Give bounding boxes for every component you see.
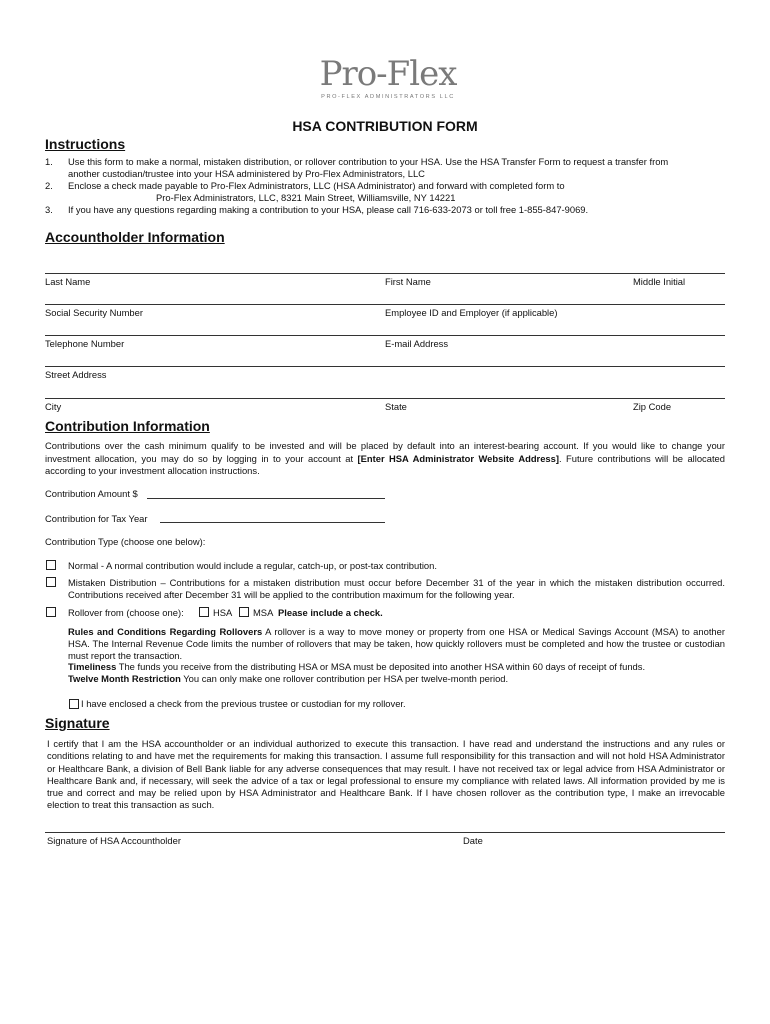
middle-initial-label: Middle Initial: [633, 276, 686, 287]
contribution-heading: Contribution Information: [45, 418, 210, 434]
telephone-label: Telephone Number: [45, 338, 125, 349]
accountholder-heading: Accountholder Information: [45, 229, 225, 245]
timeliness-text: Timeliness The funds you receive from the distributing HSA or MSA must be deposited into another HSA within 60 days of receipt of funds.: [68, 661, 646, 672]
contribution-intro: Contributions over the cash minimum qualify to be invested and will be placed by default into an interest-bearing account. If you would like to change your investment allocation, you may do so by logging in to your account at [Enter HSA Administrator Website Address]. Future contributions will be allocated according to your investment allocation instructions.: [45, 440, 725, 477]
mistaken-distribution-checkbox[interactable]: [46, 577, 56, 587]
instruction-number: 1.: [45, 156, 53, 167]
normal-checkbox[interactable]: [46, 560, 56, 570]
street-address-label: Street Address: [45, 369, 107, 380]
telephone-field-line[interactable]: [45, 335, 725, 336]
date-label: Date: [463, 835, 483, 846]
website-address-placeholder: [Enter HSA Administrator Website Address]: [357, 452, 559, 464]
mistaken-option-text: Mistaken Distribution – Contributions for a mistaken distribution must occur before December 31 of the year in which the mistaken distribution occurred. Contributions received after December 31 will be applied to the contribution maximum for the following year.: [68, 577, 725, 601]
pro-flex-logo: [318, 56, 458, 100]
check-enclosed-text: I have enclosed a check from the previous trustee or custodian for my rollover.: [81, 698, 406, 709]
state-label: State: [385, 401, 407, 412]
email-label: E-mail Address: [385, 338, 449, 349]
instruction-number: 3.: [45, 204, 53, 215]
include-check-note: Please include a check.: [278, 607, 383, 618]
instruction-address: Pro-Flex Administrators, LLC, 8321 Main Street, Williamsville, NY 14221: [156, 192, 456, 203]
zip-code-label: Zip Code: [633, 401, 672, 412]
contribution-amount-field[interactable]: [147, 498, 385, 499]
rollover-rules-text: Rules and Conditions Regarding Rollovers A rollover is a way to move money or property from one HSA or Medical Savings Account (MSA) to another HSA. The Internal Revenue Code limits the number of rollovers that may be taken, how quickly rollovers must be completed and how the trustee or custodian must report the transaction.: [68, 626, 725, 662]
certification-text: I certify that I am the HSA accountholder or an individual authorized to execute this transaction. I have read and understand the instructions and any rules or conditions relating to and have met the requirements for making this transaction. I assume full responsibility for this transaction and will not hold HSA Administrator or Healthcare Bank, a division of Bell Bank liable for any adverse consequences that may result. I have not received tax or legal advice from HSA Administrator or Healthcare Bank and, if necessary, will seek the advice of a tax or legal professional to ensure my compliance with related laws. All information provided by me is true and correct and may be relied upon by HSA Administrator and Healthcare Bank. If I have chosen rollover as the contribution type, I make an irrevocable election to treat this transaction as such.: [47, 738, 725, 811]
normal-option-text: Normal - A normal contribution would include a regular, catch-up, or post-tax contribution.: [68, 560, 437, 571]
instructions-heading: Instructions: [45, 136, 126, 152]
instruction-number: 2.: [45, 180, 53, 191]
last-name-label: Last Name: [45, 276, 91, 287]
employee-id-label: Employee ID and Employer (if applicable): [385, 307, 558, 318]
twelve-month-text: Twelve Month Restriction You can only make one rollover contribution per HSA per twelve-month period.: [68, 673, 509, 684]
rollover-hsa-label: HSA: [213, 607, 233, 618]
instruction-text: Use this form to make a normal, mistaken distribution, or rollover contribution to your HSA. Use the HSA Transfer Form to request a transfer from: [68, 156, 669, 167]
contribution-amount-label: Contribution Amount $: [45, 488, 138, 499]
signature-line[interactable]: [45, 832, 725, 833]
check-enclosed-checkbox[interactable]: [69, 699, 79, 709]
tax-year-field[interactable]: [160, 522, 385, 523]
logo-wordmark: Pro-Flex: [319, 54, 457, 94]
rollover-msa-checkbox[interactable]: [239, 607, 249, 617]
city-field-line[interactable]: [45, 398, 725, 399]
logo-subtitle: PRO-FLEX ADMINISTRATORS LLC: [321, 94, 455, 100]
rollover-checkbox[interactable]: [46, 607, 56, 617]
signature-heading: Signature: [45, 715, 110, 731]
name-field-line[interactable]: [45, 273, 725, 274]
tax-year-label: Contribution for Tax Year: [45, 513, 148, 524]
ssn-field-line[interactable]: [45, 304, 725, 305]
instruction-text: Enclose a check made payable to Pro-Flex Administrators, LLC (HSA Administrator) and forward with completed form to: [68, 180, 565, 191]
ssn-label: Social Security Number: [45, 307, 143, 318]
signature-label: Signature of HSA Accountholder: [47, 835, 181, 846]
street-field-line[interactable]: [45, 366, 725, 367]
rollover-hsa-checkbox[interactable]: [199, 607, 209, 617]
form-title: HSA CONTRIBUTION FORM: [292, 118, 478, 134]
instruction-text: another custodian/trustee into your HSA administered by Pro-Flex Administrators, LLC: [68, 168, 425, 179]
contribution-type-label: Contribution Type (choose one below):: [45, 536, 206, 547]
rollover-msa-label: MSA: [253, 607, 274, 618]
first-name-label: First Name: [385, 276, 431, 287]
rollover-label: Rollover from (choose one):: [68, 607, 184, 618]
city-label: City: [45, 401, 62, 412]
instruction-text: If you have any questions regarding making a contribution to your HSA, please call 716-633-2073 or toll free 1-855-847-9069.: [68, 204, 589, 215]
